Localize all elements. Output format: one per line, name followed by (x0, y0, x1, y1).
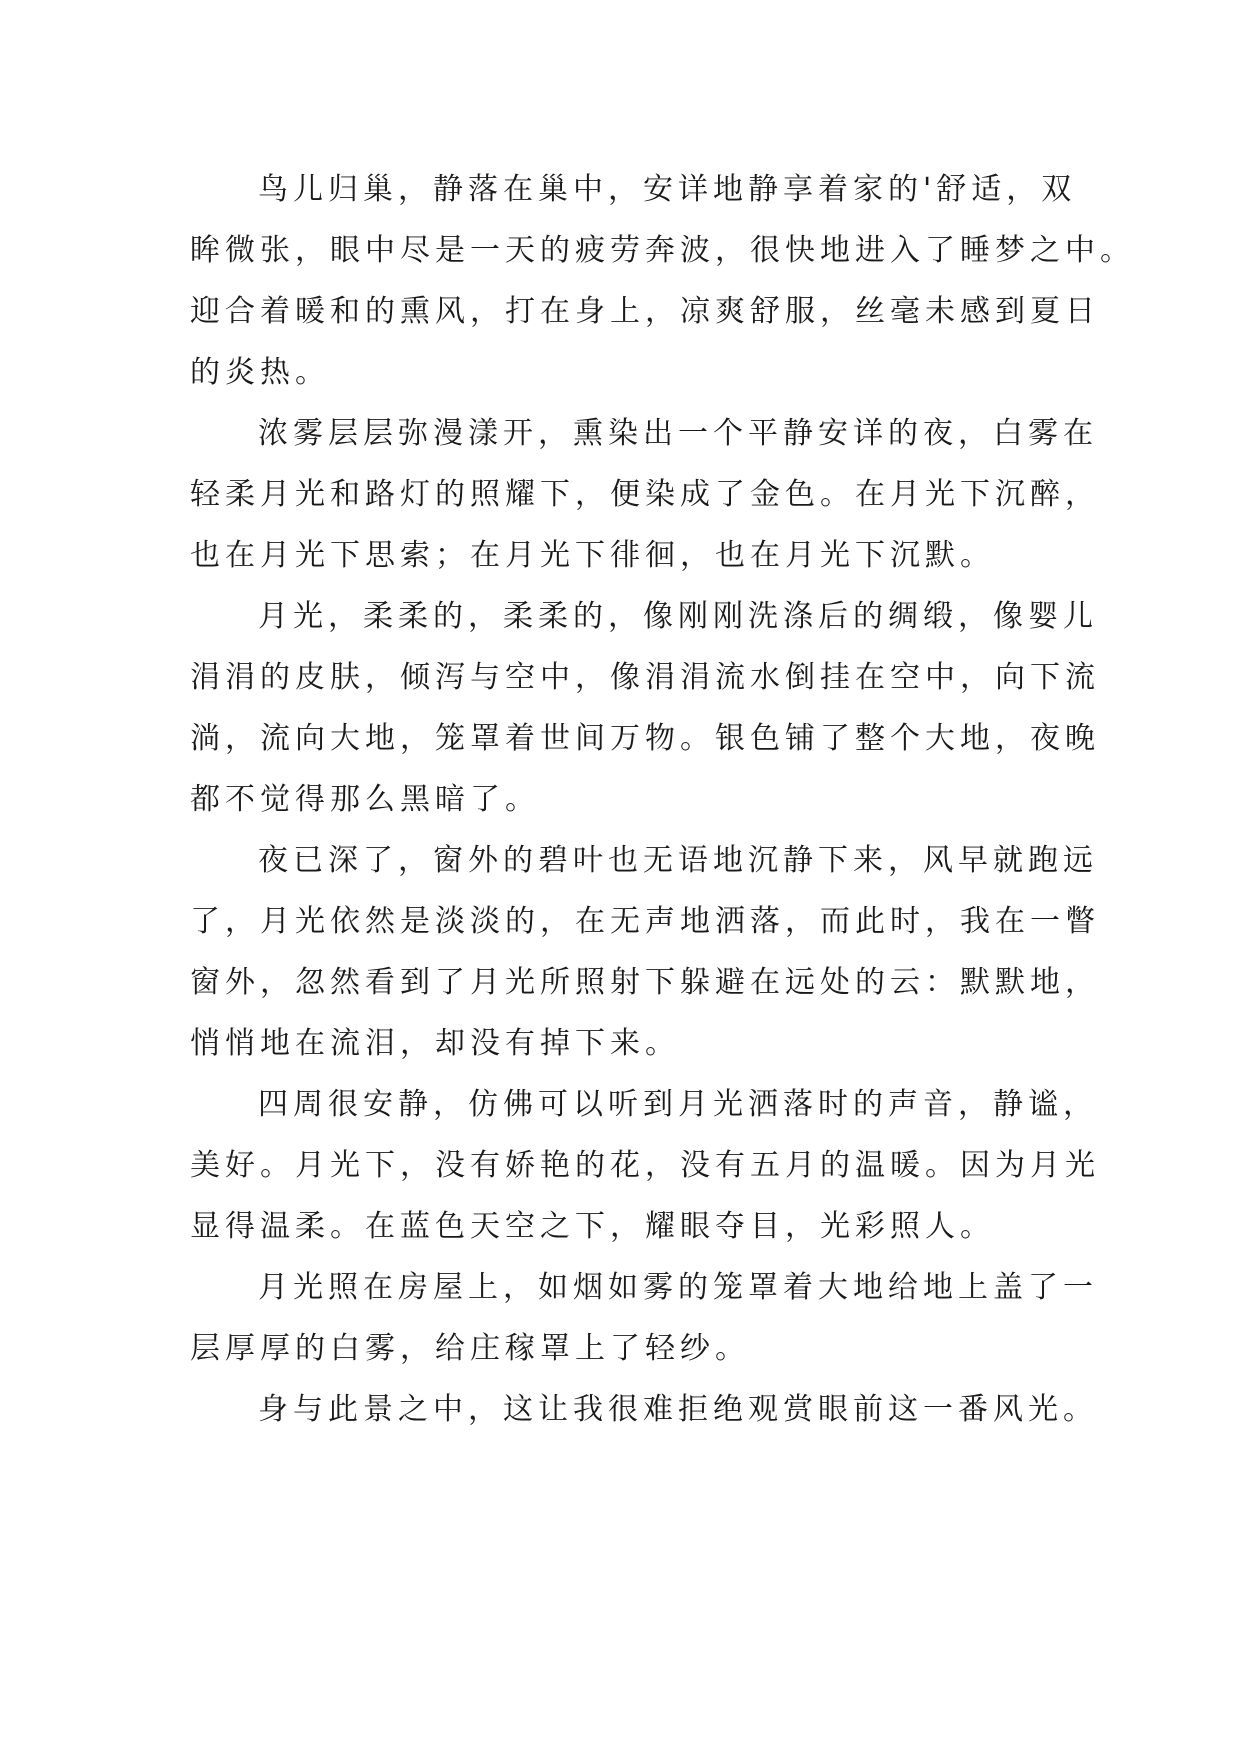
paragraph-3 (190, 586, 1100, 830)
paragraph-line: 美好。月光下，没有娇艳的花，没有五月的温暖。因为月光 (190, 1148, 1100, 1183)
paragraph-line: 涓涓的皮肤，倾泻与空中，像涓涓流水倒挂在空中，向下流 (190, 660, 1100, 695)
paragraph-line: 悄悄地在流泪，却没有掉下来。 (190, 1026, 680, 1061)
paragraph-line: 层厚厚的白雾，给庄稼罩上了轻纱。 (190, 1331, 750, 1366)
paragraph-line: 了，月光依然是淡淡的，在无声地洒落，而此时，我在一瞥 (190, 904, 1100, 939)
paragraph-line: 淌，流向大地，笼罩着世间万物。银色铺了整个大地，夜晚 (190, 721, 1100, 756)
paragraph-6 (190, 1257, 1098, 1379)
paragraph-line: 也在月光下思索；在月光下徘徊，也在月光下沉默。 (190, 538, 995, 573)
paragraph-4 (190, 830, 1100, 1074)
paragraph-line: 夜已深了，窗外的碧叶也无语地沉静下来，风早就跑远 (258, 843, 1098, 878)
paragraph-line: 身与此景之中，这让我很难拒绝观赏眼前这一番风光。 (258, 1392, 1098, 1427)
paragraph-line: 四周很安静，仿佛可以听到月光洒落时的声音，静谧， (258, 1087, 1098, 1122)
document-body (190, 159, 1135, 1440)
paragraph-line: 眸微张，眼中尽是一天的疲劳奔波，很快地进入了睡梦之中。 (190, 233, 1135, 268)
paragraph-line: 轻柔月光和路灯的照耀下，便染成了金色。在月光下沉醉， (190, 477, 1100, 512)
paragraph-line: 浓雾层层弥漫漾开，熏染出一个平静安详的夜，白雾在 (258, 416, 1098, 451)
paragraph-line: 月光照在房屋上，如烟如雾的笼罩着大地给地上盖了一 (258, 1270, 1098, 1305)
paragraph-line: 窗外，忽然看到了月光所照射下躲避在远处的云：默默地， (190, 965, 1100, 1000)
paragraph-line: 都不觉得那么黑暗了。 (190, 782, 540, 817)
paragraph-line: 显得温柔。在蓝色天空之下，耀眼夺目，光彩照人。 (190, 1209, 995, 1244)
paragraph-2 (190, 403, 1100, 586)
paragraph-line: 鸟儿归巢，静落在巢中，安详地静享着家的'舒适，双 (258, 172, 1077, 207)
paragraph-line: 月光，柔柔的，柔柔的，像刚刚洗涤后的绸缎，像婴儿 (258, 599, 1098, 634)
paragraph-line: 的炎热。 (190, 355, 330, 390)
paragraph-7 (190, 1379, 1098, 1440)
paragraph-1 (190, 159, 1135, 403)
paragraph-5 (190, 1074, 1100, 1257)
paragraph-line: 迎合着暖和的熏风，打在身上，凉爽舒服，丝毫未感到夏日 (190, 294, 1100, 329)
